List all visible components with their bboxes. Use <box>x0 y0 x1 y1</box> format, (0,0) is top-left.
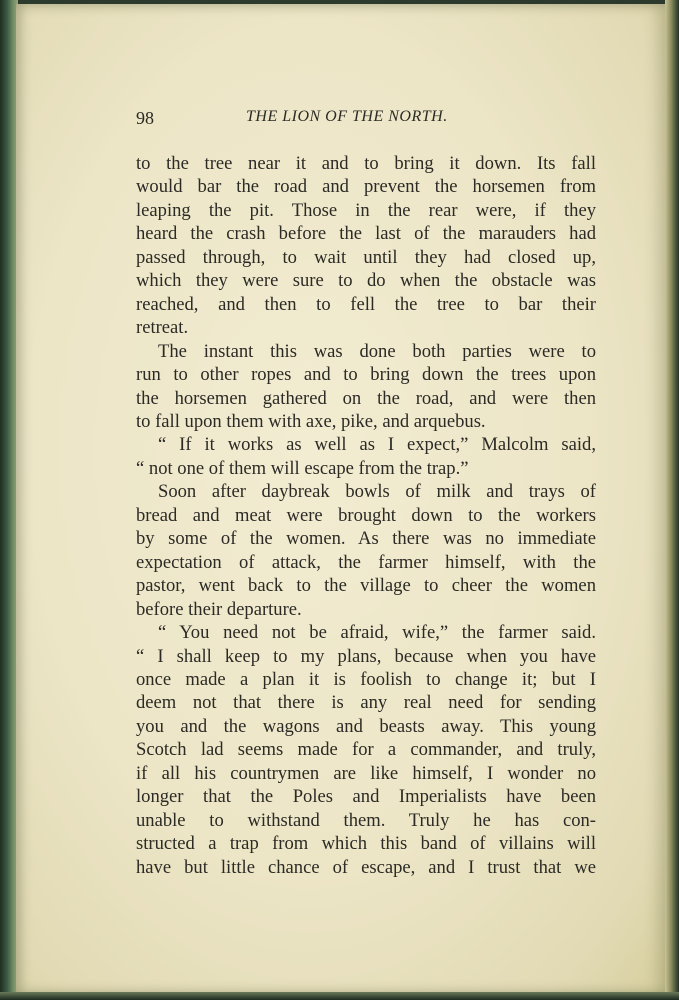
page-number: 98 <box>136 108 154 128</box>
text-line: passed through, to wait until they had closed up, <box>136 246 596 268</box>
text-line: you and the wagons and beasts away. This young <box>136 715 596 737</box>
text-line: have but little chance of escape, and I trust that we <box>136 856 596 878</box>
text-line: before their departure. <box>136 598 302 620</box>
text-line: longer that the Poles and Imperialists have been <box>136 786 596 808</box>
text-line: Soon after daybreak bowls of milk and trays of <box>158 481 596 503</box>
text-line: bread and meat were brought down to the workers <box>136 504 596 526</box>
text-line: “ not one of them will escape from the trap.” <box>136 457 469 479</box>
text-line: to the tree near it and to bring it down. Its fall <box>136 153 596 174</box>
text-line: would bar the road and prevent the horsemen from <box>136 176 596 198</box>
text-line: by some of the women. As there was no immediate <box>136 528 596 550</box>
text-line: “ I shall keep to my plans, because when you have <box>136 645 596 667</box>
text-line: leaping the pit. Those in the rear were, if they <box>136 199 596 221</box>
text-line: if all his countrymen are like himself, I wonder no <box>136 762 596 784</box>
text-line: “ If it works as well as I expect,” Malcolm said, <box>158 434 596 456</box>
page-header <box>136 108 596 132</box>
text-line: structed a trap from which this band of villains will <box>136 833 596 855</box>
text-line: retreat. <box>136 317 189 339</box>
text-line: deem not that there is any real need for sending <box>136 692 596 714</box>
text-line: expectation of attack, the farmer himself, with the <box>136 551 596 573</box>
text-line: heard the crash before the last of the marauders had <box>136 223 596 245</box>
book-cover-edge-bottom <box>0 992 679 1000</box>
text-line: unable to withstand them. Truly he has con- <box>136 809 596 831</box>
text-line: once made a plan it is foolish to change it; but I <box>136 668 596 690</box>
text-line: “ You need not be afraid, wife,” the farmer said. <box>158 622 596 644</box>
running-title: THE LION OF THE NORTH. <box>246 108 448 125</box>
text-line: which they were sure to do when the obstacle was <box>136 270 596 292</box>
text-line: pastor, went back to the village to cheer the women <box>136 575 596 597</box>
text-line: to fall upon them with axe, pike, and arquebus. <box>136 410 486 432</box>
text-line: the horsemen gathered on the road, and were then <box>136 387 596 409</box>
text-line: run to other ropes and to bring down the trees upon <box>136 364 596 386</box>
text-line: reached, and then to fell the tree to bar their <box>136 293 596 315</box>
text-line: The instant this was done both parties were to <box>158 340 596 362</box>
text-line: Scotch lad seems made for a commander, and truly, <box>136 739 596 761</box>
body-text <box>136 152 596 879</box>
book-page-edge-right <box>665 0 679 1000</box>
